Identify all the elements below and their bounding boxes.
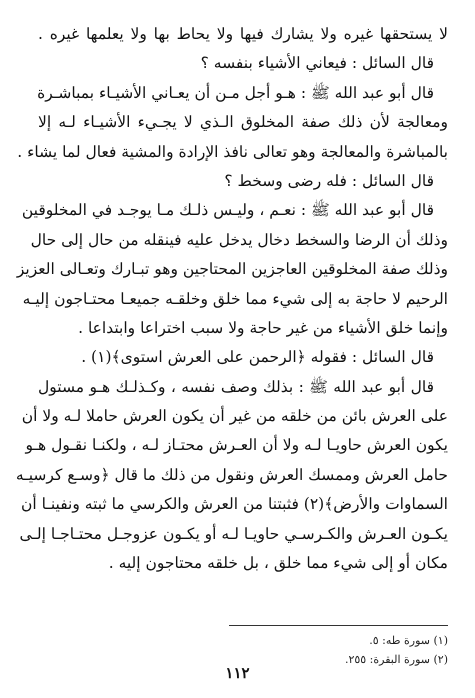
text-line-6: قال السائل : فله رضى وسخط ؟ <box>224 171 434 190</box>
footnote-divider <box>229 625 448 626</box>
text-line-3: قال أبو عبد الله ﷺ : هـو أجل مـن أن يعـاني الأشيـاء بمباشـرة <box>37 83 434 102</box>
text-line-16: حامل العرش وممسك العرش ونقول من ذلك ما قال ﴿وسـع كرسيـه <box>15 465 448 484</box>
text-line-13: قال أبو عبد الله ﷺ : بذلك وصف نفسه ، وكـذلـك هـو مستول <box>38 377 434 396</box>
text-line-4: ومعالجة لأن ذلك صفة المخلوق الـذي لا يجـيء الأشيـاء لـه إلا <box>38 113 448 132</box>
text-line-15: يكون العرش حاويـا لـه ولا أن العـرش محتـاز لـه ، ولكنـا نقـول هـو <box>25 436 448 455</box>
text-line-14: على العرش بائن من خلقه من غير أن يكون العرش حاملا لـه ولا أن <box>21 407 448 426</box>
text-line-8: وذلك أن الرضا والسخط دخال يدخل عليه فينقله من حال إلى حال <box>30 230 448 249</box>
text-line-2: قال السائل : فيعاني الأشياء بنفسه ؟ <box>200 54 434 73</box>
footnote-2: (٢) سورة البقرة: ٢٥٥. <box>344 653 448 666</box>
text-line-11: وإنما خلق الأشياء من غير حاجة ولا سبب اختراعا وابتداعا . <box>78 318 448 337</box>
footnote-1: (١) سورة طه: ٥. <box>369 634 448 647</box>
text-line-18: يكـون العـرش والكـرسـي حاويـا لـه أو يكـون عزوجـل محتـاجـا إلـى <box>19 524 448 543</box>
text-line-1: لا يستحقها غيره ولا يشارك فيها ولا يحاط بها ولا يعلمها غيره . <box>38 25 448 43</box>
page-number: ١١٢ <box>225 664 250 682</box>
text-line-19: مكان أو إلى شيء مما خلق ، بل خلقه محتاجون إليه . <box>108 554 448 573</box>
text-line-10: الرحيم لا حاجة به إلى شيء مما خلق وخلقـه جميعـا محتـاجون إليـه <box>22 289 448 308</box>
text-line-17: السماوات والأرض﴾(٢) فثبتنا من العرش والكرسي ما ثبته ونفينـا أن <box>20 495 448 514</box>
text-line-9: وذلك صفة المخلوقين العاجزين المحتاجين وهو تبـارك وتعـالى العزيز <box>16 260 448 279</box>
text-line-5: بالمباشرة والمعالجة وهو تعالى نافذ الإرادة والمشية فعال لما يشاء . <box>17 142 448 161</box>
main-text <box>15 20 448 578</box>
text-line-12: قال السائل : فقوله ﴿الرحمن على العرش استوى﴾(١) . <box>81 348 434 367</box>
text-line-7: قال أبو عبد الله ﷺ : نعـم ، وليـس ذلـك مـا يوجـد في المخلوقين <box>21 201 434 220</box>
